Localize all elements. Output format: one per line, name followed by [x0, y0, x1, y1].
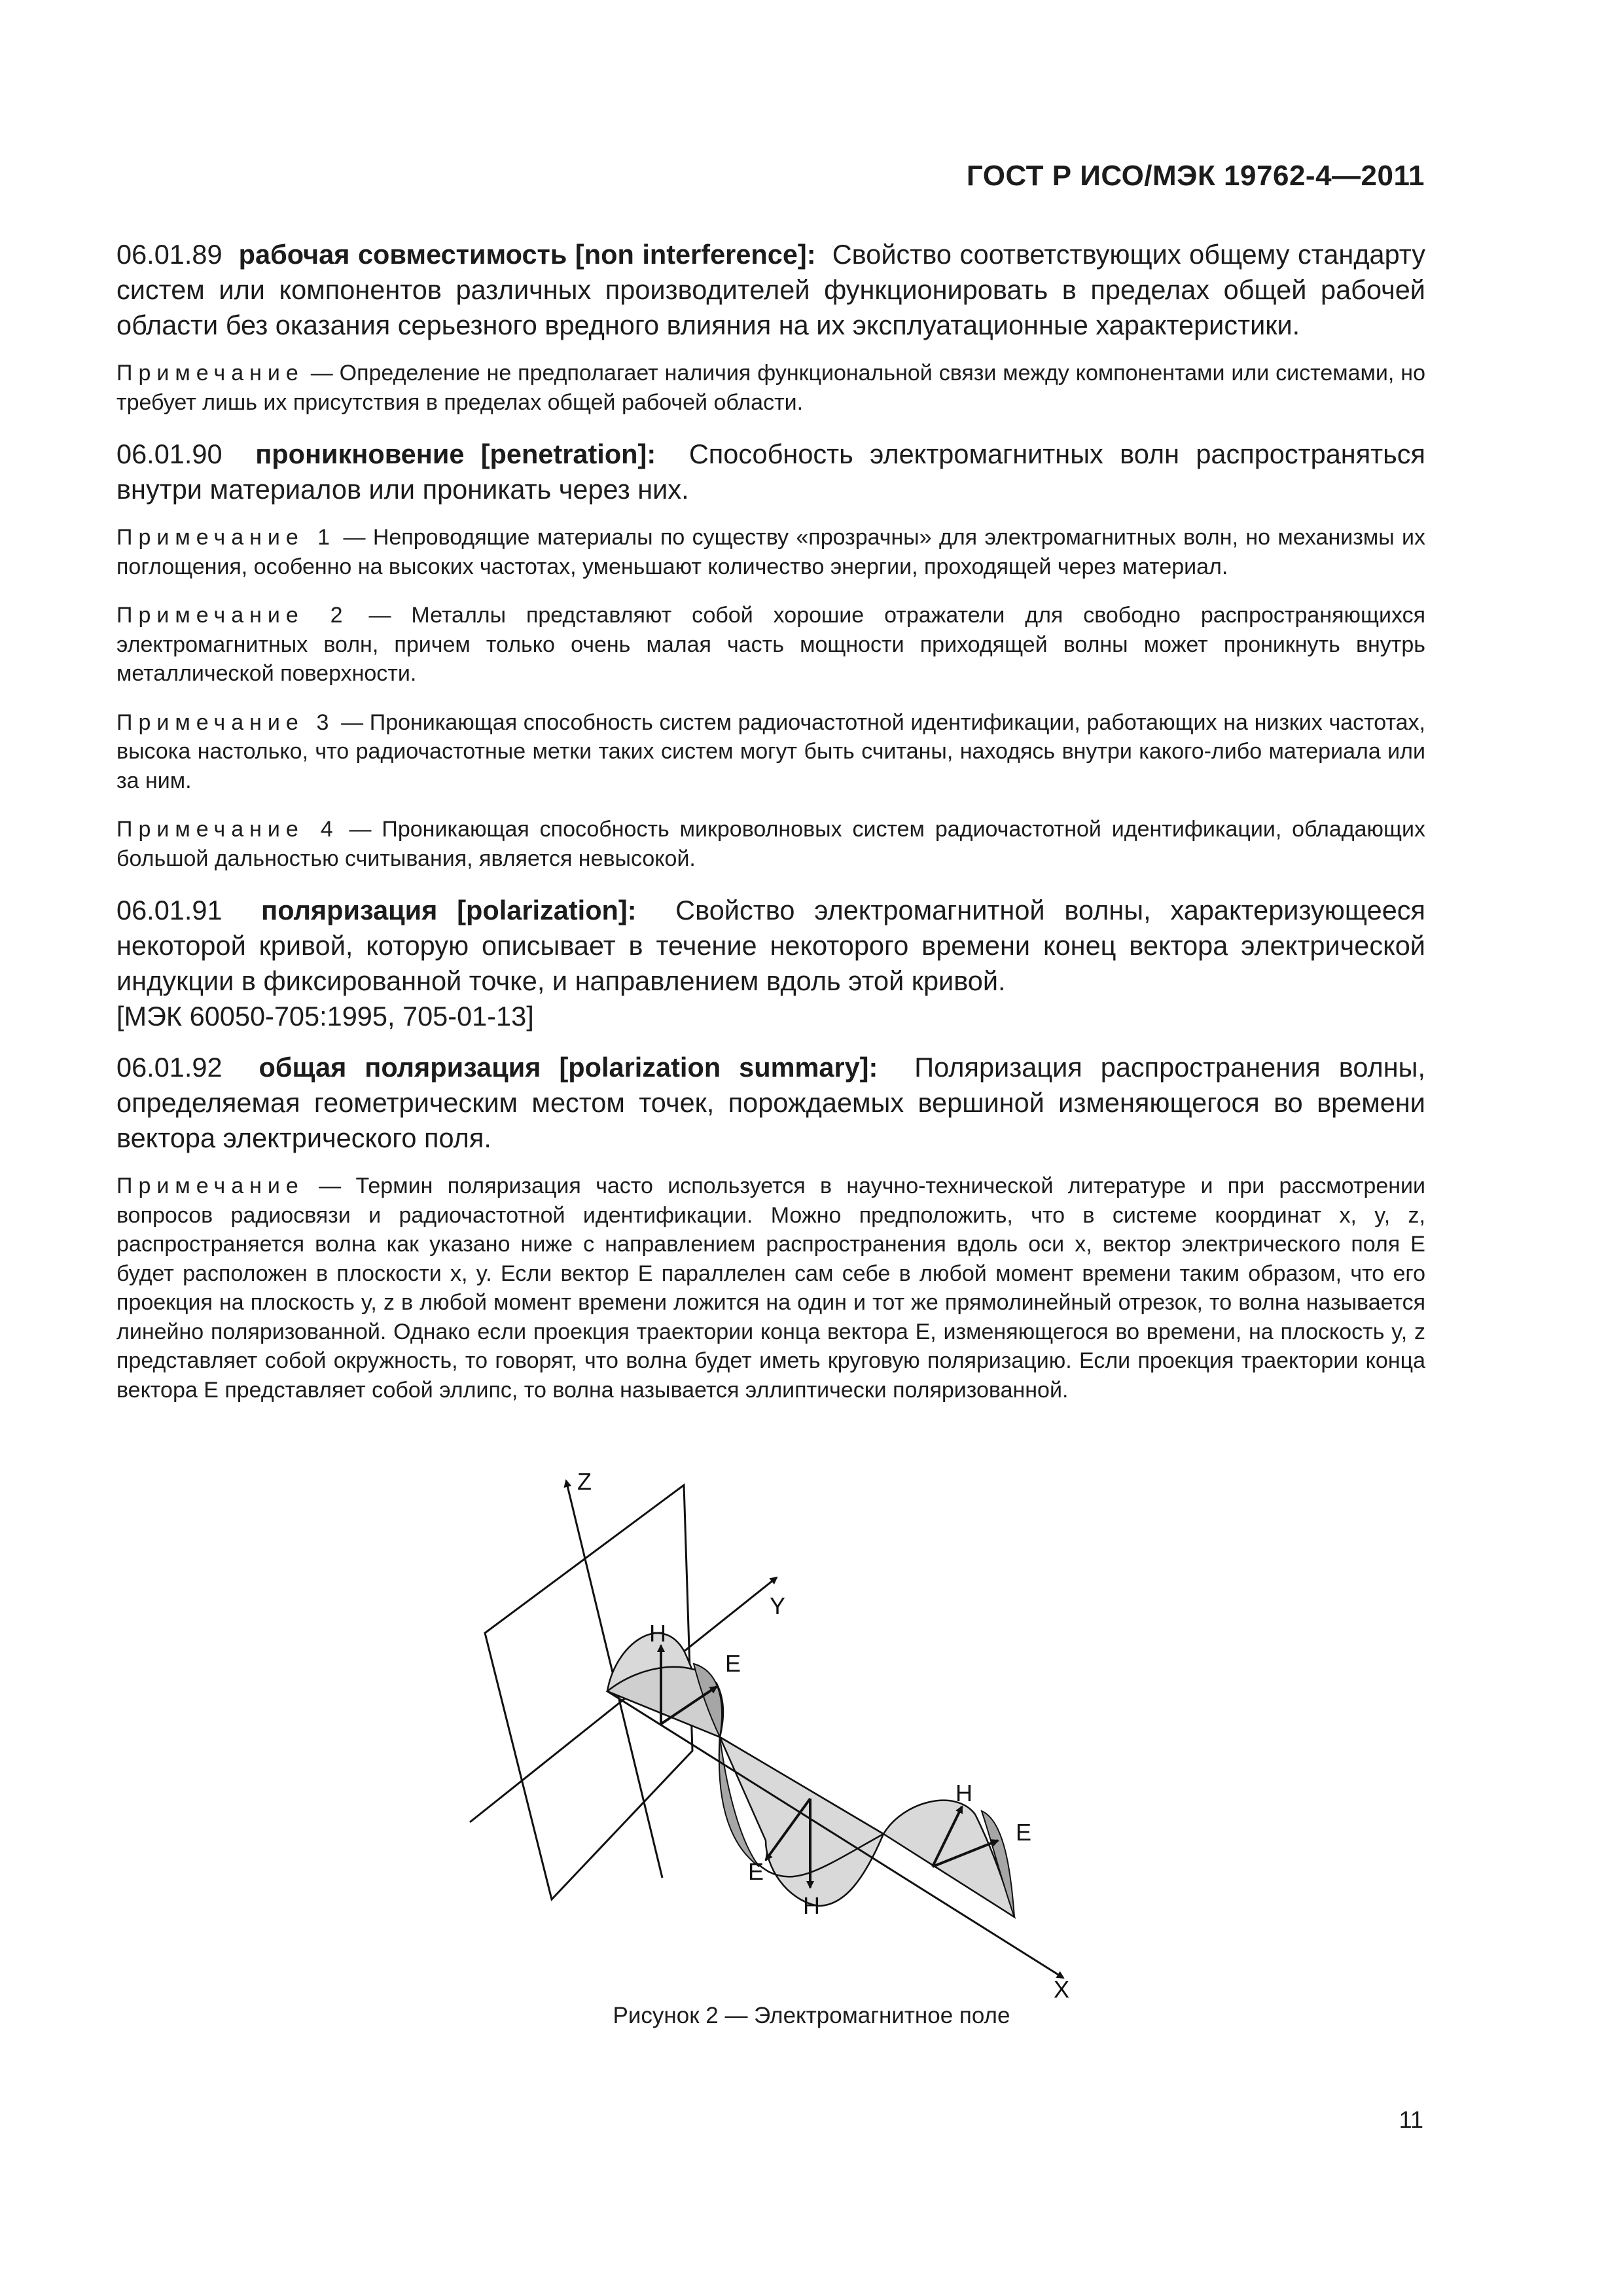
note-label: Примечание 2 [116, 603, 349, 628]
note-text: — Проникающая способность систем радиочастотной идентификации, работающих на низких частотах, высока настолько, что радиочастотные метки таких систем могут быть считаны, находясь внутри какого-либо материала или за ним. [116, 709, 1425, 793]
e-label-3: E [1016, 1819, 1032, 1846]
term-entry-non-interference [116, 237, 1425, 343]
term-definition: Поляризация распространения волны, определяемая геометрическим местом точек, порождаемых вершиной изменяющегося во времени вектора электрического поля. [116, 1052, 1425, 1153]
note-label: Примечание [116, 361, 304, 386]
term-reference: [МЭК 60050-705:1995, 705-01-13] [116, 1001, 534, 1031]
term-name: проникновение [penetration]: [255, 439, 656, 469]
term-number: 06.01.89 [116, 239, 223, 270]
h-label-3: H [955, 1780, 972, 1806]
term-note [116, 601, 1425, 689]
term-entry-polarization-summary [116, 1050, 1425, 1156]
note-label: Примечание 4 [116, 817, 339, 842]
note-text: — Термин поляризация часто используется в научно-технической литературе и при рассмотрении вопросов радиосвязи и радиочастотной идентификации. Можно предположить, что в системе координат x, y, z, распространяется волна как указано ниже с направлением распространения вдоль оси x, вектор электрического поля E будет расположен в плоскости x, y. Если вектор E параллелен сам себе в любой момент времени таким образом, что его проекция на плоскость y, z в любой момент времени ложится на один и тот же прямолинейный отрезок, то волна называется линейно поляризованной. Однако если проекция траектории конца вектора E, изменяющегося во времени, на плоскость y, z представляет собой окружность, то говорят, что волна будет иметь круговую поляризацию. Если проекция траектории конца вектора E представляет собой эллипс, то волна называется эллиптически поляризованной. [116, 1174, 1425, 1403]
note-text: — Металлы представляют собой хорошие отражатели для свободно распространяющихся электромагнитных волн, причем только очень малая часть мощности приходящей волны может проникнуть внутрь металлической поверхности. [116, 603, 1425, 686]
note-label: Примечание [116, 1174, 304, 1198]
e-label-2: E [748, 1858, 764, 1885]
term-entry-polarization [116, 893, 1425, 999]
h-label-2: H [803, 1892, 820, 1919]
y-axis-label: Y [770, 1592, 786, 1619]
document-body [116, 237, 1425, 1424]
note-text: — Непроводящие материалы по существу «прозрачны» для электромагнитных волн, но механизмы их поглощения, особенно на высоких частотах, уменьшают количество энергии, проходящей через материал. [116, 525, 1425, 579]
term-entry-penetration [116, 437, 1425, 507]
note-text: — Определение не предполагает наличия функциональной связи между компонентами или системами, но требует лишь их присутствия в пределах общей рабочей области. [116, 361, 1425, 415]
page-number: 11 [1399, 2106, 1423, 2133]
term-note [116, 708, 1425, 796]
electromagnetic-field-diagram [458, 1448, 1099, 2003]
z-axis-label: Z [577, 1468, 592, 1495]
term-definition: Свойство электромагнитной волны, характеризующееся некоторой кривой, которую описывает в течение некоторого времени конец вектора электрической индукции в фиксированной точке, и направлением вдоль этой кривой. [116, 895, 1425, 996]
term-note [116, 1172, 1425, 1405]
electromagnetic-field-figure [458, 1448, 1099, 2003]
term-note [116, 815, 1425, 873]
figure-caption: Рисунок 2 — Электромагнитное поле [613, 2003, 1010, 2028]
note-label: Примечание 3 [116, 709, 335, 735]
term-number: 06.01.91 [116, 895, 223, 925]
note-text: — Проникающая способность микроволновых систем радиочастотной идентификации, обладающих большой дальностью считывания, является невысокой. [116, 817, 1425, 871]
term-definition: Свойство соответствующих общему стандарту систем или компонентов различных производителей функционировать в пределах общей рабочей области без оказания серьезного вредного влияния на их эксплуатационные характеристики. [116, 239, 1426, 340]
y-axis [470, 1577, 777, 1822]
term-number: 06.01.92 [116, 1052, 223, 1083]
wave-lobe-h2 [720, 1737, 883, 1906]
e-label-1: E [725, 1650, 741, 1677]
term-note [116, 523, 1425, 581]
term-name: поляризация [polarization]: [261, 895, 637, 925]
x-axis-label: X [1054, 1976, 1070, 2003]
term-definition: Способность электромагнитных волн распространяться внутри материалов или проникать через них. [116, 439, 1426, 505]
document-standard-header: ГОСТ Р ИСО/МЭК 19762-4—2011 [966, 160, 1425, 192]
term-number: 06.01.90 [116, 439, 223, 469]
term-note [116, 359, 1425, 417]
h-label-1: H [649, 1620, 666, 1647]
note-label: Примечание 1 [116, 525, 336, 550]
term-name: общая поляризация [polarization summary]: [259, 1052, 878, 1083]
term-name: рабочая совместимость [non interference]: [238, 239, 816, 270]
